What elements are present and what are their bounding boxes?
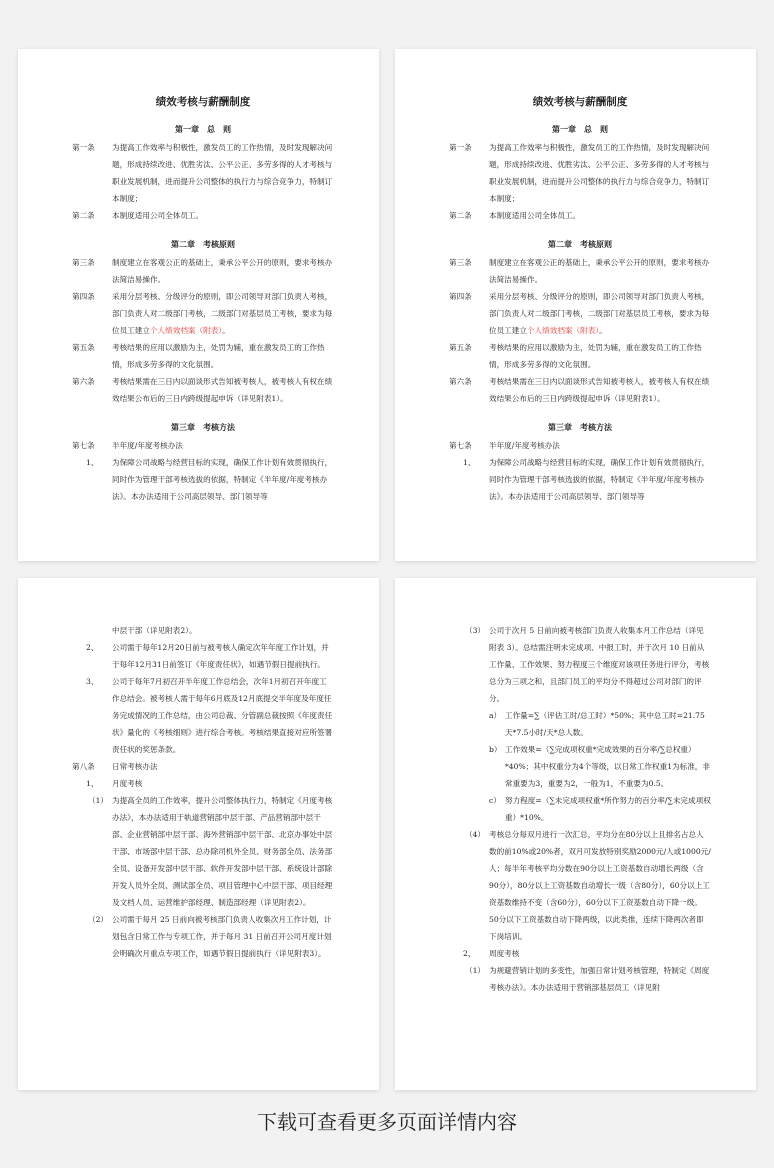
paragraph-label: （2）	[88, 915, 109, 924]
paragraph-label: （1）	[465, 966, 486, 975]
article-text: 考核结果的应用以激励为主，处罚为辅，重在激发员工的工作热情，形成多劳多得的文化氛围。	[112, 343, 325, 369]
continued-text: 中层干部（详见附表2）。	[112, 626, 197, 635]
article-text: 采用分层考核、分级评分的原则，即公司领导对部门负责人考核，部门负责人对二级部门考核，二级部门对基层员工考核，要求为每位员工建立	[112, 292, 333, 335]
page-3	[18, 578, 379, 1090]
paragraph-2	[72, 911, 334, 962]
article-label: 第一条	[449, 143, 472, 152]
item-2	[72, 639, 334, 673]
article-text: 制度建立在客观公正的基础上，秉承公平公开的原则，要求考核办法简洁易操作。	[489, 258, 710, 284]
article-label: 第二条	[72, 211, 95, 220]
item-3	[72, 673, 334, 758]
article-6	[449, 373, 711, 407]
article-text: 为提高工作效率与积极性，激发员工的工作热情，及时发现解决问题，形成持续改进、优胜劣汰、公平公正、多劳多得的人才考核与职业发展机制，进而提升公司整体的执行力与综合竞争力，特制订本制度；	[489, 143, 710, 203]
article-8	[72, 758, 334, 775]
formula-label: a）	[489, 711, 502, 720]
item-label: 1、	[86, 779, 99, 788]
formula-c	[449, 792, 711, 826]
article-4	[449, 288, 711, 339]
sub-item-2	[449, 945, 711, 962]
paragraph-text: 公司于次月 5 日前向被考核部门负责人收集本月工作总结（详见附表 3）。总结需注明未完成项、中报工时，并于次月 10 日前从工作量、工作效果、努力程度三个维度对该项任务进行评分，考核总分为三项之和，且部门员工的平均分不得超过公司对部门的评分。	[489, 626, 710, 703]
item-label: 2、	[463, 949, 476, 958]
item-text: 为保障公司战略与经营目标的实现，确保工作计划有效贯彻执行，同时作为管理干部考核选拔的依据，特制定《半年度/年度考核办法》。本办法适用于公司高层领导、部门领导等	[489, 458, 710, 501]
page-4-content	[449, 622, 711, 996]
highlighted-text: 个人绩效档案（附表）	[526, 326, 600, 335]
paragraph-text: 为提高全员的工作效率，提升公司整体执行力，特制定《月度考核办法》，本办法适用于轨道营销部中层干部、产品营销部中层干部、企业营销部中层干部、海外营销部中层干部、北京办事处中层干部、市场部中层干部、总办除司机外全员、财务部全员、法务部全员、设备开发部中层干部、软件开发部中层干部、系统设计部除开发人员外全员、测试部全员、项目管理中心中层干部、项目经理及文档人员、运营维护部经理、制造部经理（详见附表2）。	[112, 796, 333, 907]
page-4	[395, 578, 756, 1090]
article-label: 第六条	[72, 377, 95, 386]
item-text: 周度考核	[489, 949, 520, 958]
paragraph-1	[72, 792, 334, 911]
article-text: 半年度/年度考核办法	[112, 441, 183, 450]
article-3	[449, 254, 711, 288]
item-label: 2、	[86, 643, 99, 652]
article-5	[72, 339, 334, 373]
article-label: 第五条	[72, 343, 95, 352]
formula-b	[449, 741, 711, 792]
formula-a	[449, 707, 711, 741]
article-label: 第四条	[72, 292, 95, 301]
item-text: 为保障公司战略与经营目标的实现，确保工作计划有效贯彻执行，同时作为管理干部考核选拔的依据，特制定《半年度/年度考核办法》。本办法适用于公司高层领导、部门领导等	[112, 458, 333, 501]
paragraph-4	[449, 826, 711, 945]
chapter-2-heading: 第二章 考核原则	[548, 239, 612, 249]
article-label: 第四条	[449, 292, 472, 301]
paragraph-label: （1）	[88, 796, 109, 805]
paragraph-text: 考核总分每双月进行一次汇总，平均分在80分以上且排名占总人数的前10%或20%者，双月可发放特别奖励2000元/人或1000元/人；每半年考核平均分数在90分以上工资基数自动增长两级（含90分），80分以上工资基数自动增长一级（含80分），60分以上工资基数维持不变（含60分），60分以下工资基数自动下降一级。50分以下工资基数自动下降两级，以此类推，连续下降两次者即下岗培训。	[489, 830, 711, 941]
article-label: 第二条	[449, 211, 472, 220]
chapter-3-heading: 第三章 考核方法	[171, 422, 235, 432]
item-label: 3、	[86, 677, 99, 686]
article-text: 半年度/年度考核办法	[489, 441, 560, 450]
item-1	[72, 454, 334, 505]
article-4	[72, 288, 334, 339]
page-1	[18, 49, 379, 561]
item-text: 公司于每年7月初召开半年度工作总结会，次年1月初召开年度工作总结会。被考核人需于每年6月底及12月底提交半年度及年度任务完成情况的工作总结，由公司总裁、分管副总裁按照《年度责任状》量化的《考核细则》进行综合考核。考核结果直接对应所签署责任状的奖惩条款。	[112, 677, 333, 754]
article-2	[72, 207, 334, 224]
document-title: 绩效考核与薪酬制度	[155, 96, 251, 108]
article-7	[72, 437, 334, 454]
paragraph-text: 公司需于每月 25 日前向被考核部门负责人收集次月工作计划，计划包含日常工作与专项工作，并于每月 31 日前召开公司月度计划会明确次月重点专项工作，如遇节假日提前执行（详见附表3）。	[112, 915, 332, 958]
article-1	[449, 139, 711, 207]
article-6	[72, 373, 334, 407]
article-text: 制度建立在客观公正的基础上，秉承公平公开的原则，要求考核办法简洁易操作。	[112, 258, 333, 284]
paragraph-3	[449, 622, 711, 707]
article-text: 考核结果需在三日内以面谈形式告知被考核人，被考核人有权在绩效结果公布后的三日内跨级提起申诉（详见附表1）。	[489, 377, 710, 403]
formula-text: 工作量=∑（评估工时/总工时）*50%；其中总工时=21.75天*7.5小时/天*总人数。	[505, 711, 705, 737]
article-label: 第七条	[72, 441, 95, 450]
document-title: 绩效考核与薪酬制度	[532, 96, 628, 108]
article-label: 第六条	[449, 377, 472, 386]
chapter-1-heading: 第一章 总 则	[175, 124, 231, 134]
article-text-end: 。	[222, 326, 230, 335]
article-label: 第八条	[72, 762, 95, 771]
paragraph-text: 为规避营销计划的多变性，加强日常计划考核管理，特制定《周度考核办法》。本办法适用于营销部基层员工（详见附	[489, 966, 710, 992]
article-7	[449, 437, 711, 454]
item-label: 1、	[463, 458, 476, 467]
formula-text: 努力程度=（∑未完成项权重*所作努力的百分率/∑未完成项权重）*10%。	[505, 796, 711, 822]
article-text-end: 。	[599, 326, 607, 335]
chapter-3-heading: 第三章 考核方法	[548, 422, 612, 432]
paragraph-label: （4）	[465, 830, 486, 839]
article-text: 考核结果的应用以激励为主，处罚为辅，重在激发员工的工作热情，形成多劳多得的文化氛围。	[489, 343, 702, 369]
article-2	[449, 207, 711, 224]
formula-label: c）	[489, 796, 501, 805]
article-text: 本制度适用公司全体员工。	[489, 211, 581, 220]
highlighted-text: 个人绩效档案（附表）	[149, 326, 223, 335]
article-1	[72, 139, 334, 207]
article-label: 第一条	[72, 143, 95, 152]
article-label: 第三条	[449, 258, 472, 267]
formula-label: b）	[489, 745, 502, 754]
article-text: 日常考核办法	[112, 762, 158, 771]
article-text: 采用分层考核、分级评分的原则，即公司领导对部门负责人考核，部门负责人对二级部门考核，二级部门对基层员工考核，要求为每位员工建立	[489, 292, 710, 335]
paragraph-label: （3）	[465, 626, 486, 635]
article-text: 为提高工作效率与积极性，激发员工的工作热情，及时发现解决问题，形成持续改进、优胜劣汰、公平公正、多劳多得的人才考核与职业发展机制，进而提升公司整体的执行力与综合竞争力，特制订本制度；	[112, 143, 333, 203]
item-text: 公司需于每年12月20日前与被考核人确定次年年度工作计划，并于每年12月31日前签订《年度责任状》，如遇节假日提前执行。	[112, 643, 329, 669]
formula-text: 工作效果=（∑完成项权重*完成效果的百分率/∑总权重）*40%；其中权重分为4个等级，以日常工作权重1为标准，非常重要为3，重要为2，一般为1，不重要为0.5。	[505, 745, 710, 788]
article-label: 第五条	[449, 343, 472, 352]
chapter-1-heading: 第一章 总 则	[552, 124, 608, 134]
paragraph-weekly-1	[449, 962, 711, 996]
article-5	[449, 339, 711, 373]
article-text: 考核结果需在三日内以面谈形式告知被考核人，被考核人有权在绩效结果公布后的三日内跨级提起申诉（详见附表1）。	[112, 377, 333, 403]
item-1	[449, 454, 711, 505]
article-text: 本制度适用公司全体员工。	[112, 211, 204, 220]
page-2-content	[449, 95, 711, 505]
sub-item-1	[72, 775, 334, 792]
article-label: 第三条	[72, 258, 95, 267]
article-label: 第七条	[449, 441, 472, 450]
page-1-content	[72, 95, 334, 505]
chapter-2-heading: 第二章 考核原则	[171, 239, 235, 249]
download-prompt: 下载可查看更多页面详情内容	[257, 1110, 517, 1134]
article-3	[72, 254, 334, 288]
page-2	[395, 49, 756, 561]
item-label: 1、	[86, 458, 99, 467]
page-3-content	[72, 622, 334, 962]
item-text: 月度考核	[112, 779, 143, 788]
